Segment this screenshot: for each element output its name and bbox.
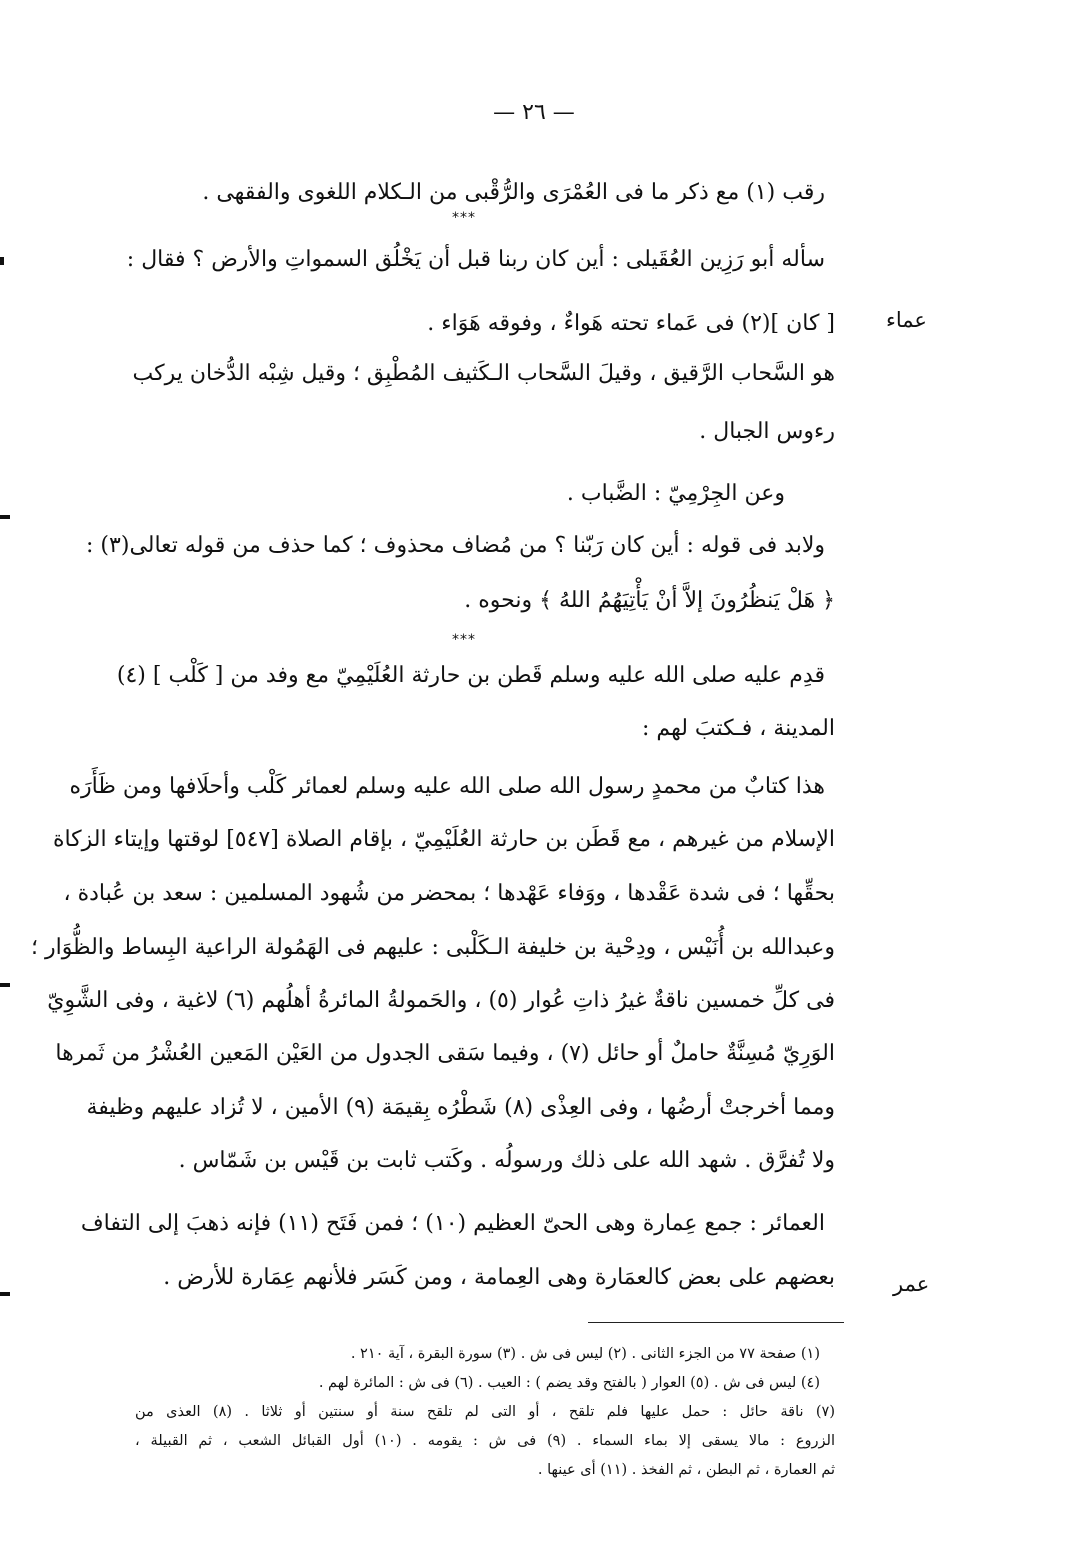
text-line-14: وعبدالله بن أُنَيْس ، ودِحْية بن خليفة الـكَلْبى : عليهم فى الهَمُولة الراعية البِساط والظُّوَار ؛ — [30, 935, 835, 960]
text-line-12: الإسلام من غيرهم ، مع قَطَن بن حارثة العُلَيْمِيّ ، بإقام الصلاة [٥٤٧] لوقتها وإيتاء الزكاة — [52, 827, 835, 852]
text-line-19: العمائر : جمع عِمارة وهى الحىّ العظيم (١٠) ؛ فمن فَتَح (١١) فإنه ذهبَ إلى التفاف — [80, 1211, 825, 1236]
text-line-17: ومما أخرجتْ أرضُها ، وفى العِذْى (٨) شَطْرُه بِقيمَة (٩) الأمين ، لا تُزاد عليهم وظيفة — [86, 1095, 835, 1120]
footnote-line-3: (٧) ناقة حائل : حمل عليها فلم تلقح ، أو التى لم تلقح سنة أو سنتين أو ثلاثا . (٨) العذى من — [135, 1404, 835, 1420]
text-line-18: ولا تُفرَّق . شهد الله على ذلك ورسولُه . وكَتب ثابت بن قَيْس بن شَمّاس . — [178, 1148, 835, 1173]
margin-note-amaa: عماء — [886, 308, 927, 332]
text-line-8: ﴿ هَلْ يَنظُرُونَ إلاَّ أنْ يَأْتِيَهُمُ اللهُ ﴾ ونحوه . — [464, 588, 835, 613]
scan-edge-mark — [0, 515, 10, 519]
text-line-10: المدينة ، فـكتبَ لهم : — [642, 716, 835, 741]
text-line-2: سأله أبو رَزِين العُقَيلى : أين كان ربنا قبل أن يَخْلُق السمواتِ والأرض ؟ فقال : — [126, 247, 825, 272]
section-separator-2: *** — [452, 632, 476, 648]
scan-edge-mark — [0, 1292, 10, 1296]
footnote-line-5: ثم العمارة ، ثم البطن ، ثم الفخذ . (١١) أى عينها . — [537, 1462, 835, 1478]
text-line-11: هذا كتابٌ من محمدٍ رسول الله صلى الله عليه وسلم لعمائر كَلْب وأحلَافها ومن ظَأَرَه — [69, 774, 825, 799]
text-line-3: [ كان ](٢) فى عَماء تحته هَواءٌ ، وفوقه هَوَاء . — [427, 311, 835, 336]
footnote-line-4: الزروع : مالا يسقى إلا بماء السماء . (٩) فى ش : يقومه . (١٠) أول القبائل الشعب ، ثم القبيلة ، — [135, 1433, 835, 1449]
footnote-line-1: (١) صفحة ٧٧ من الجزء الثانى . (٢) ليس فى ش . (٣) سورة البقرة ، آية ٢١٠ . — [350, 1346, 820, 1362]
margin-note-umar: عمر — [893, 1272, 930, 1296]
section-separator-1: *** — [452, 210, 476, 226]
footnote-separator-line — [588, 1322, 844, 1323]
page-number: — ٢٦ — — [493, 100, 575, 125]
text-line-20: بعضهم على بعض كالعمَارة وهى العِمامة ، ومن كَسَر فلأنهم عِمَارة للأرض . — [163, 1265, 835, 1290]
scan-edge-mark — [0, 983, 10, 987]
text-line-9: قدِم عليه صلى الله عليه وسلم قَطن بن حارثة العُلَيْمِيّ مع وفد من [ كَلْب ] (٤) — [116, 663, 825, 688]
text-line-4: هو السَّحاب الرَّقيق ، وقيلَ السَّحاب الـكَثيف المُطْبِق ؛ وقيل شِبْه الدُّخان يركب — [132, 361, 835, 386]
text-line-16: الوَرِيّ مُسِنَّةٌ حاملٌ أو حائل (٧) ، وفيما سَقى الجدول من العَيْن المَعين العُشْرُ من ثَمرها — [55, 1041, 835, 1066]
footnote-line-2: (٤) ليس فى ش . (٥) العوار ( بالفتح وقد يضم ) : العيب . (٦) فى ش : المائرة لهم . — [318, 1375, 820, 1391]
text-line-13: بحقِّها ؛ فى شدة عَقْدها ، ووَفاء عَهْدها ؛ بمحضر من شُهود المسلمين : سعد بن عُبادة ، — [63, 881, 835, 906]
text-line-5: رءوس الجبال . — [699, 419, 835, 444]
text-line-1: رقب (١) مع ذكر ما فى العُمْرَى والرُّقْبى من الـكلام اللغوى والفقهى . — [202, 180, 825, 205]
text-line-6: وعن الجِرْمِيّ : الضَّباب . — [566, 481, 785, 506]
text-line-15: فى كلِّ خمسين ناقةٌ غيرُ ذاتِ عُوار (٥) ، والحَمولةُ المائرةُ أهلُهم (٦) لاغية ، وفى الشَّوِيّ — [47, 988, 835, 1013]
text-line-7: ولابد فى قوله : أين كان رَبّنا ؟ من مُضاف محذوف ؛ كما حذف من قوله تعالى(٣) : — [86, 533, 825, 558]
scan-edge-mark — [0, 257, 4, 265]
